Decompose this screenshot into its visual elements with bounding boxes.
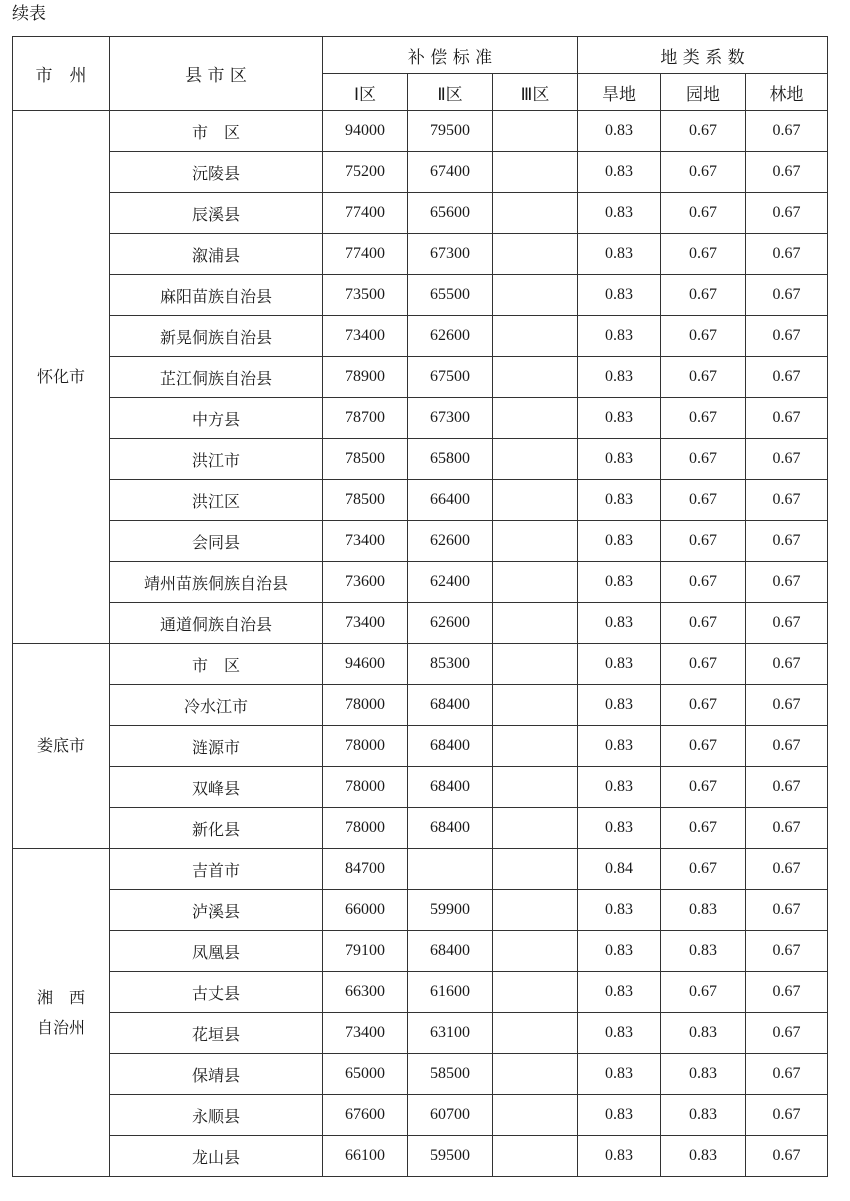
garden-land-coef: 0.83 — [661, 1095, 746, 1136]
zone-3-value — [493, 562, 578, 603]
table-caption: 续表 — [12, 4, 46, 24]
dry-land-coef: 0.83 — [578, 562, 661, 603]
zone-3-value — [493, 726, 578, 767]
zone-2-value: 59900 — [408, 890, 493, 931]
city-name-line: 怀化市 — [36, 367, 85, 386]
county-name: 市 区 — [110, 644, 323, 685]
table-row — [13, 480, 828, 521]
zone-2-value: 67300 — [408, 234, 493, 275]
table-header — [13, 37, 828, 111]
zone-1-value: 73500 — [323, 275, 408, 316]
zone-2-value: 66400 — [408, 480, 493, 521]
dry-land-coef: 0.83 — [578, 439, 661, 480]
county-name: 吉首市 — [110, 849, 323, 890]
zone-3-value — [493, 193, 578, 234]
city-name-line: 娄底市 — [36, 736, 85, 755]
dry-land-coef: 0.83 — [578, 767, 661, 808]
county-name: 芷江侗族自治县 — [110, 357, 323, 398]
county-name: 洪江市 — [110, 439, 323, 480]
zone-2-value: 62600 — [408, 316, 493, 357]
dry-land-coef: 0.83 — [578, 808, 661, 849]
garden-land-coef: 0.83 — [661, 1136, 746, 1177]
table-row — [13, 439, 828, 480]
header-dry-land: 旱地 — [578, 74, 661, 111]
header-city: 市 州 — [13, 37, 110, 111]
garden-land-coef: 0.67 — [661, 972, 746, 1013]
zone-1-value: 75200 — [323, 152, 408, 193]
table-row — [13, 316, 828, 357]
forest-land-coef: 0.67 — [746, 685, 828, 726]
zone-1-value: 73400 — [323, 1013, 408, 1054]
zone-3-value — [493, 890, 578, 931]
zone-2-value: 68400 — [408, 808, 493, 849]
forest-land-coef: 0.67 — [746, 234, 828, 275]
county-name: 新晃侗族自治县 — [110, 316, 323, 357]
dry-land-coef: 0.83 — [578, 972, 661, 1013]
dry-land-coef: 0.83 — [578, 152, 661, 193]
zone-2-value: 65800 — [408, 439, 493, 480]
garden-land-coef: 0.67 — [661, 398, 746, 439]
zone-1-value: 73400 — [323, 521, 408, 562]
county-name: 新化县 — [110, 808, 323, 849]
zone-3-value — [493, 931, 578, 972]
forest-land-coef: 0.67 — [746, 726, 828, 767]
forest-land-coef: 0.67 — [746, 1054, 828, 1095]
garden-land-coef: 0.67 — [661, 357, 746, 398]
garden-land-coef: 0.67 — [661, 316, 746, 357]
dry-land-coef: 0.83 — [578, 111, 661, 152]
table-row — [13, 1095, 828, 1136]
dry-land-coef: 0.83 — [578, 1054, 661, 1095]
zone-2-value: 58500 — [408, 1054, 493, 1095]
zone-2-value: 68400 — [408, 767, 493, 808]
garden-land-coef: 0.83 — [661, 890, 746, 931]
garden-land-coef: 0.83 — [661, 1013, 746, 1054]
city-name-line: 自治州 — [36, 1017, 85, 1037]
zone-3-value — [493, 234, 578, 275]
forest-land-coef: 0.67 — [746, 931, 828, 972]
forest-land-coef: 0.67 — [746, 808, 828, 849]
zone-1-value: 78000 — [323, 808, 408, 849]
dry-land-coef: 0.83 — [578, 193, 661, 234]
zone-3-value — [493, 644, 578, 685]
county-name: 泸溪县 — [110, 890, 323, 931]
zone-1-value: 78500 — [323, 480, 408, 521]
dry-land-coef: 0.83 — [578, 234, 661, 275]
zone-3-value — [493, 767, 578, 808]
dry-land-coef: 0.83 — [578, 398, 661, 439]
zone-3-value — [493, 111, 578, 152]
zone-1-value: 66000 — [323, 890, 408, 931]
zone-3-value — [493, 603, 578, 644]
dry-land-coef: 0.83 — [578, 521, 661, 562]
forest-land-coef: 0.67 — [746, 439, 828, 480]
garden-land-coef: 0.83 — [661, 931, 746, 972]
header-coefficient: 地 类 系 数 — [578, 37, 828, 74]
zone-3-value — [493, 1013, 578, 1054]
county-name: 龙山县 — [110, 1136, 323, 1177]
header-county: 县 市 区 — [110, 37, 323, 111]
forest-land-coef: 0.67 — [746, 275, 828, 316]
table-row — [13, 685, 828, 726]
county-name: 溆浦县 — [110, 234, 323, 275]
forest-land-coef: 0.67 — [746, 849, 828, 890]
zone-2-value: 63100 — [408, 1013, 493, 1054]
dry-land-coef: 0.84 — [578, 849, 661, 890]
garden-land-coef: 0.67 — [661, 521, 746, 562]
dry-land-coef: 0.83 — [578, 480, 661, 521]
zone-1-value: 79100 — [323, 931, 408, 972]
dry-land-coef: 0.83 — [578, 685, 661, 726]
zone-1-value: 84700 — [323, 849, 408, 890]
dry-land-coef: 0.83 — [578, 603, 661, 644]
zone-2-value: 65500 — [408, 275, 493, 316]
dry-land-coef: 0.83 — [578, 275, 661, 316]
zone-3-value — [493, 685, 578, 726]
forest-land-coef: 0.67 — [746, 111, 828, 152]
county-name: 涟源市 — [110, 726, 323, 767]
zone-1-value: 78700 — [323, 398, 408, 439]
zone-1-value: 73400 — [323, 316, 408, 357]
zone-2-value: 68400 — [408, 685, 493, 726]
table-row — [13, 644, 828, 685]
zone-2-value: 67500 — [408, 357, 493, 398]
garden-land-coef: 0.67 — [661, 685, 746, 726]
table-row — [13, 562, 828, 603]
zone-1-value: 77400 — [323, 193, 408, 234]
forest-land-coef: 0.67 — [746, 1136, 828, 1177]
city-cell — [13, 644, 110, 849]
zone-1-value: 65000 — [323, 1054, 408, 1095]
garden-land-coef: 0.67 — [661, 480, 746, 521]
table-row — [13, 398, 828, 439]
zone-2-value: 62600 — [408, 603, 493, 644]
header-standard: 补 偿 标 准 — [323, 37, 578, 74]
garden-land-coef: 0.67 — [661, 808, 746, 849]
zone-1-value: 94000 — [323, 111, 408, 152]
county-name: 凤凰县 — [110, 931, 323, 972]
zone-1-value: 77400 — [323, 234, 408, 275]
table-row — [13, 1136, 828, 1177]
zone-2-value: 68400 — [408, 726, 493, 767]
county-name: 永顺县 — [110, 1095, 323, 1136]
zone-1-value: 78000 — [323, 767, 408, 808]
zone-1-value: 67600 — [323, 1095, 408, 1136]
garden-land-coef: 0.67 — [661, 726, 746, 767]
zone-3-value — [493, 1136, 578, 1177]
zone-2-value: 68400 — [408, 931, 493, 972]
zone-2-value: 62400 — [408, 562, 493, 603]
table-row — [13, 275, 828, 316]
zone-2-value: 67400 — [408, 152, 493, 193]
table-row — [13, 357, 828, 398]
county-name: 通道侗族自治县 — [110, 603, 323, 644]
dry-land-coef: 0.83 — [578, 357, 661, 398]
table-row — [13, 1013, 828, 1054]
table-row — [13, 890, 828, 931]
header-garden-land: 园地 — [661, 74, 746, 111]
zone-2-value: 61600 — [408, 972, 493, 1013]
garden-land-coef: 0.67 — [661, 849, 746, 890]
forest-land-coef: 0.67 — [746, 1095, 828, 1136]
table-row — [13, 521, 828, 562]
county-name: 中方县 — [110, 398, 323, 439]
forest-land-coef: 0.67 — [746, 972, 828, 1013]
county-name: 沅陵县 — [110, 152, 323, 193]
zone-2-value — [408, 849, 493, 890]
zone-3-value — [493, 275, 578, 316]
forest-land-coef: 0.67 — [746, 890, 828, 931]
table-row — [13, 1054, 828, 1095]
garden-land-coef: 0.67 — [661, 193, 746, 234]
zone-3-value — [493, 1095, 578, 1136]
county-name: 麻阳苗族自治县 — [110, 275, 323, 316]
dry-land-coef: 0.83 — [578, 931, 661, 972]
zone-3-value — [493, 521, 578, 562]
garden-land-coef: 0.67 — [661, 439, 746, 480]
zone-3-value — [493, 357, 578, 398]
header-zone-1: Ⅰ区 — [323, 74, 408, 111]
county-name: 花垣县 — [110, 1013, 323, 1054]
county-name: 靖州苗族侗族自治县 — [110, 562, 323, 603]
forest-land-coef: 0.67 — [746, 193, 828, 234]
county-name: 保靖县 — [110, 1054, 323, 1095]
forest-land-coef: 0.67 — [746, 644, 828, 685]
zone-3-value — [493, 480, 578, 521]
forest-land-coef: 0.67 — [746, 480, 828, 521]
zone-1-value: 73600 — [323, 562, 408, 603]
header-forest-land: 林地 — [746, 74, 828, 111]
zone-3-value — [493, 972, 578, 1013]
county-name: 双峰县 — [110, 767, 323, 808]
zone-2-value: 59500 — [408, 1136, 493, 1177]
forest-land-coef: 0.67 — [746, 357, 828, 398]
table-row — [13, 234, 828, 275]
table-row — [13, 152, 828, 193]
garden-land-coef: 0.67 — [661, 767, 746, 808]
county-name: 冷水江市 — [110, 685, 323, 726]
garden-land-coef: 0.67 — [661, 111, 746, 152]
garden-land-coef: 0.67 — [661, 152, 746, 193]
dry-land-coef: 0.83 — [578, 890, 661, 931]
garden-land-coef: 0.67 — [661, 234, 746, 275]
garden-land-coef: 0.67 — [661, 275, 746, 316]
county-name: 古丈县 — [110, 972, 323, 1013]
dry-land-coef: 0.83 — [578, 316, 661, 357]
forest-land-coef: 0.67 — [746, 767, 828, 808]
forest-land-coef: 0.67 — [746, 398, 828, 439]
forest-land-coef: 0.67 — [746, 316, 828, 357]
table-row — [13, 111, 828, 152]
zone-3-value — [493, 152, 578, 193]
dry-land-coef: 0.83 — [578, 1136, 661, 1177]
table-row — [13, 603, 828, 644]
table-row — [13, 193, 828, 234]
zone-2-value: 65600 — [408, 193, 493, 234]
zone-3-value — [493, 439, 578, 480]
header-zone-3: Ⅲ区 — [493, 74, 578, 111]
zone-1-value: 73400 — [323, 603, 408, 644]
zone-3-value — [493, 849, 578, 890]
zone-2-value: 85300 — [408, 644, 493, 685]
dry-land-coef: 0.83 — [578, 1013, 661, 1054]
forest-land-coef: 0.67 — [746, 1013, 828, 1054]
zone-3-value — [493, 316, 578, 357]
forest-land-coef: 0.67 — [746, 562, 828, 603]
table-body — [13, 111, 828, 1177]
table-row — [13, 726, 828, 767]
county-name: 辰溪县 — [110, 193, 323, 234]
zone-1-value: 78900 — [323, 357, 408, 398]
garden-land-coef: 0.67 — [661, 562, 746, 603]
table-row — [13, 767, 828, 808]
zone-3-value — [493, 808, 578, 849]
garden-land-coef: 0.83 — [661, 1054, 746, 1095]
zone-2-value: 62600 — [408, 521, 493, 562]
zone-2-value: 67300 — [408, 398, 493, 439]
zone-2-value: 79500 — [408, 111, 493, 152]
compensation-table — [12, 36, 828, 1177]
forest-land-coef: 0.67 — [746, 521, 828, 562]
county-name: 洪江区 — [110, 480, 323, 521]
zone-1-value: 78500 — [323, 439, 408, 480]
zone-1-value: 78000 — [323, 726, 408, 767]
dry-land-coef: 0.83 — [578, 1095, 661, 1136]
city-name-line: 湘 西 — [36, 987, 85, 1007]
dry-land-coef: 0.83 — [578, 644, 661, 685]
table-row — [13, 849, 828, 890]
county-name: 会同县 — [110, 521, 323, 562]
county-name: 市 区 — [110, 111, 323, 152]
zone-3-value — [493, 1054, 578, 1095]
table-row — [13, 808, 828, 849]
table-row — [13, 931, 828, 972]
city-cell — [13, 111, 110, 644]
zone-1-value: 66100 — [323, 1136, 408, 1177]
zone-1-value: 78000 — [323, 685, 408, 726]
garden-land-coef: 0.67 — [661, 644, 746, 685]
header-zone-2: Ⅱ区 — [408, 74, 493, 111]
dry-land-coef: 0.83 — [578, 726, 661, 767]
city-cell — [13, 849, 110, 1177]
table-row — [13, 972, 828, 1013]
garden-land-coef: 0.67 — [661, 603, 746, 644]
forest-land-coef: 0.67 — [746, 152, 828, 193]
forest-land-coef: 0.67 — [746, 603, 828, 644]
zone-1-value: 66300 — [323, 972, 408, 1013]
zone-3-value — [493, 398, 578, 439]
zone-2-value: 60700 — [408, 1095, 493, 1136]
zone-1-value: 94600 — [323, 644, 408, 685]
